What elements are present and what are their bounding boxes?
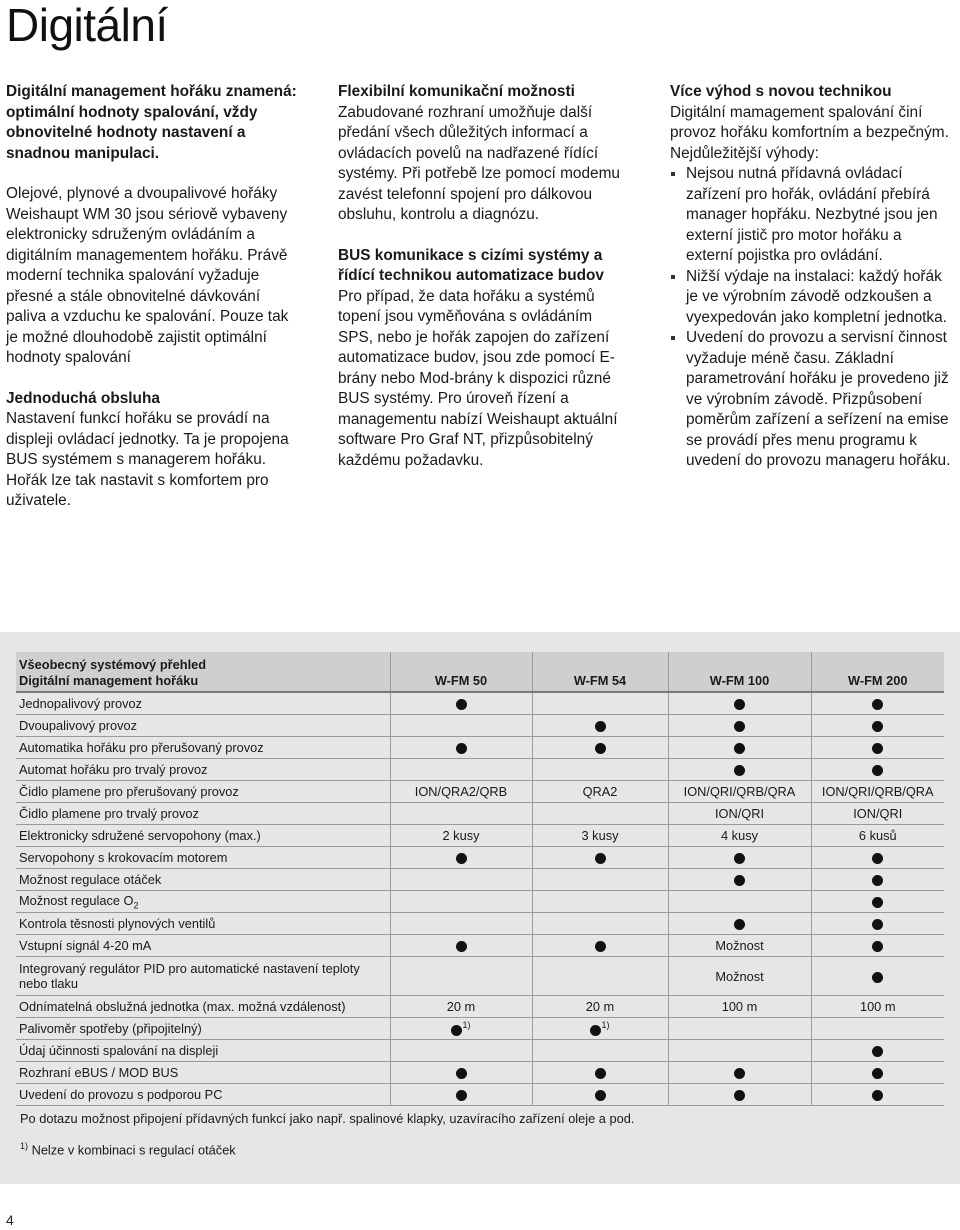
table-cell [668,847,811,869]
advantages-list [670,164,952,472]
table-row [16,996,944,1018]
table-cell [532,737,668,759]
table-cell [390,737,532,759]
table-cell [532,847,668,869]
feature-dot-icon [872,1090,883,1101]
table-cell: ION/QRI [811,803,944,825]
table-header-title [16,652,390,692]
feature-dot-icon [872,699,883,710]
row-label-text: Dvoupalivový provoz [19,718,138,733]
table-cell [811,737,944,759]
table-row [16,825,944,847]
table-cell [532,869,668,891]
table-cell [390,869,532,891]
model-header: W-FM 100 [668,652,811,692]
row-label-text: Uvedení do provozu s podporou PC [19,1087,223,1102]
table-body [16,692,944,1106]
table-row [16,891,944,913]
table-cell [668,759,811,781]
table-cell: Možnost [668,957,811,996]
row-label [16,957,390,996]
communication-paragraph: Zabudované rozhraní umožňuje další předání všech důležitých informací a ovládacích povelů na nadřazené řídící systémy. Při potřebě lze pomocí modemu zavést telefonní spojení pro dálkovou obsluhu, kontrolu a diagnózu. [338,103,620,223]
operation-paragraph: Nastavení funkcí hořáku se provádí na displeji ovládací jednotky. Ta je propojena BUS systémem s managerem hořáku. Hořák lze tak nastavit s komfortem pro uživatele. [6,410,289,509]
table-cell [668,891,811,913]
row-label [16,913,390,935]
feature-dot-icon [734,853,745,864]
row-label-text: Automatika hořáku pro přerušovaný provoz [19,740,264,755]
row-label [16,692,390,715]
feature-dot-icon [734,699,745,710]
row-label-text: Rozhraní eBUS / MOD BUS [19,1065,179,1080]
intro-paragraph: Olejové, plynové a dvoupalivové hořáky Weishaupt WM 30 jsou sériově vybaveny elektronicky sdruženým ovládáním a digitálním managementem hořáku. Právě moderní technika spalování vyžaduje přesné a stále obnovitelné dávkování paliva a vzduchu ke spalování. Pouze tak je možné dlouhodobě zajistit optimální hodnoty spalování [6,185,289,366]
table-cell [811,957,944,996]
table-cell [811,869,944,891]
table-cell [811,935,944,957]
table-row [16,1040,944,1062]
table-cell [390,715,532,737]
table-cell [532,957,668,996]
table-cell [668,869,811,891]
row-label-text: Kontrola těsnosti plynových ventilů [19,916,216,931]
bus-paragraph: Pro případ, že data hořáku a systémů topení jsou vyměňována s ovládáním SPS, nebo je hořák zapojen do zařízení automatizace budov, jsou zde pomocí E-brány nebo Mod-brány k dispozici různé BUS systémy. Pro úroveň řízení a managementu nabízí Weishaupt aktuální software Pro Graf NT, přizpůsobitelný každému požadavku. [338,287,618,469]
table-row [16,1018,944,1040]
feature-dot-icon [456,743,467,754]
table-cell [811,1084,944,1106]
advantage-item: Nejsou nutná přídavná ovládací zařízení pro hořák, ovládání přebírá manager hopřáku. Nezbytné jsou jen externí jistič pro motor hořáku a externí pojistka pro ovládání. [670,164,952,267]
row-label [16,1062,390,1084]
feature-dot-icon [734,1068,745,1079]
feature-dot-icon [456,1068,467,1079]
footnote-marker: 1) [462,1020,471,1031]
table-cell [811,759,944,781]
table-cell: 2 kusy [390,825,532,847]
intro-lead: Digitální management hořáku znamená: optimální hodnoty spalování, vždy obnovitelné hodnoty nastavení a snadnou manipulaci. [6,83,297,162]
feature-dot-icon [595,1068,606,1079]
overview-panel [0,632,960,1184]
feature-dot-icon [456,941,467,952]
page-number: 4 [6,1212,14,1228]
section-heading-bus: BUS komunikace s cizími systémy a řídící technikou automatizace budov [338,246,604,284]
footnote-text: Nelze v kombinaci s regulací otáček [31,1142,236,1158]
table-footnote [20,1137,634,1159]
table-row [16,1084,944,1106]
table-cell [532,1040,668,1062]
feature-dot-icon [456,1090,467,1101]
feature-dot-icon [872,743,883,754]
feature-dot-icon [456,853,467,864]
table-cell [811,1018,944,1040]
row-label [16,1040,390,1062]
table-row [16,759,944,781]
table-notes [20,1110,634,1168]
row-label [16,737,390,759]
feature-dot-icon [595,853,606,864]
table-cell: 3 kusy [532,825,668,847]
table-cell: ION/QRI/QRB/QRA [668,781,811,803]
feature-dot-icon [595,743,606,754]
row-label [16,825,390,847]
feature-dot-icon [595,1090,606,1101]
table-cell [668,737,811,759]
advantage-item: Nižší výdaje na instalaci: každý hořák je ve výrobním závodě odzkoušen a vyexpedován jako kompletní jednotka. [670,267,952,329]
table-cell [811,715,944,737]
table-cell [532,935,668,957]
table-cell: 100 m [668,996,811,1018]
column-2 [338,82,630,471]
footnote-marker: 1) [20,1141,29,1151]
table-row [16,957,944,996]
table-cell [390,847,532,869]
row-label-text: Integrovaný regulátor PID pro automatické nastavení teploty nebo tlaku [19,961,360,991]
feature-dot-icon [734,919,745,930]
table-cell [668,1062,811,1084]
row-label [16,891,390,913]
advantage-item: Uvedení do provozu a servisní činnost vyžaduje méně času. Základní parametrování hořáku je provedeno již ve výrobním závodě. Přizpůsobení poměrům zařízení a seřízení na emise se provádí přes menu programu k uvedení do provozu manageru hořáku. [670,328,952,472]
row-label [16,715,390,737]
model-header: W-FM 50 [390,652,532,692]
feature-dot-icon [451,1025,462,1036]
feature-dot-icon [595,941,606,952]
feature-dot-icon [734,765,745,776]
table-row [16,737,944,759]
table-cell [532,803,668,825]
feature-dot-icon [595,721,606,732]
overview-table [16,652,944,1106]
table-row [16,913,944,935]
table-cell [668,715,811,737]
table-cell [668,913,811,935]
row-label-text: Čidlo plamene pro trvalý provoz [19,806,199,821]
footnote-marker: 1) [601,1020,610,1031]
feature-dot-icon [872,1068,883,1079]
table-header-line-1: Všeobecný systémový přehled [19,656,207,672]
feature-dot-icon [872,919,883,930]
row-label [16,781,390,803]
feature-dot-icon [734,875,745,886]
row-label [16,1018,390,1040]
table-cell: 4 kusy [668,825,811,847]
row-label-text: Čidlo plamene pro přerušovaný provoz [19,784,239,799]
table-cell [532,891,668,913]
table-row [16,781,944,803]
row-label [16,935,390,957]
table-cell [532,913,668,935]
table-cell [532,692,668,715]
section-heading-communication: Flexibilní komunikační možnosti [338,83,575,100]
row-label-text: Odnímatelná obslužná jednotka (max. možná vzdálenost) [19,999,346,1014]
table-header-row [16,652,944,692]
row-label-text: Automat hořáku pro trvalý provoz [19,762,208,777]
table-cell [811,1062,944,1084]
section-heading-operation: Jednoduchá obsluha [6,389,160,407]
table-cell [532,715,668,737]
table-row [16,935,944,957]
row-label [16,1084,390,1106]
table-row [16,692,944,715]
table-cell [390,913,532,935]
table-cell: ION/QRI [668,803,811,825]
table-cell [390,759,532,781]
table-cell [532,1062,668,1084]
table-row [16,803,944,825]
table-cell: 6 kusů [811,825,944,847]
feature-dot-icon [872,1046,883,1057]
page-title: Digitální [6,0,168,51]
table-cell [811,913,944,935]
feature-dot-icon [872,721,883,732]
table-cell [532,1084,668,1106]
row-label-text: Vstupní signál 4-20 mA [19,938,152,953]
table-cell [668,1018,811,1040]
row-label-subscript: 2 [133,900,139,911]
table-cell [668,692,811,715]
row-label-text: Jednopalivový provoz [19,696,143,711]
row-label [16,869,390,891]
table-cell [390,1062,532,1084]
row-label-text: Elektronicky sdružené servopohony (max.) [19,828,261,843]
table-cell [532,759,668,781]
table-cell: ION/QRA2/QRB [390,781,532,803]
table-cell: 20 m [532,996,668,1018]
row-label [16,847,390,869]
feature-dot-icon [872,897,883,908]
table-row [16,715,944,737]
table-cell: 100 m [811,996,944,1018]
feature-dot-icon [456,699,467,710]
row-label [16,996,390,1018]
table-row [16,1062,944,1084]
table-cell [390,1040,532,1062]
table-cell [668,1040,811,1062]
row-label-text: Palivoměr spotřeby (připojitelný) [19,1021,202,1036]
row-label [16,803,390,825]
row-label-text: Možnost regulace otáček [19,872,162,887]
table-cell [390,891,532,913]
model-header: W-FM 200 [811,652,944,692]
table-cell [390,935,532,957]
table-cell [811,692,944,715]
column-1 [6,82,298,512]
table-cell [390,803,532,825]
table-cell: ION/QRI/QRB/QRA [811,781,944,803]
table-cell [390,957,532,996]
table-cell: 20 m [390,996,532,1018]
table-note: Po dotazu možnost připojení přídavných funkcí jako např. spalinové klapky, uzavíracího zařízení oleje a pod. [20,1111,635,1126]
feature-dot-icon [872,941,883,952]
table-cell [668,1084,811,1106]
row-label-text: Servopohony s krokovacím motorem [19,850,228,865]
section-heading-advantages: Více výhod s novou technikou [670,83,892,100]
feature-dot-icon [872,972,883,983]
table-header-line-2: Digitální management hořáku [19,672,199,688]
table-cell [811,891,944,913]
table-row [16,869,944,891]
row-label-text: Údaj účinnosti spalování na displeji [19,1043,219,1058]
column-3 [670,82,952,472]
table-cell: QRA2 [532,781,668,803]
row-label [16,759,390,781]
table-cell [390,1018,532,1040]
table-cell [390,1084,532,1106]
feature-dot-icon [872,853,883,864]
advantages-paragraph: Digitální mamagement spalování činí provoz hořáku komfortním a bezpečným. Nejdůležitější výhody: [670,103,949,162]
table-row [16,847,944,869]
table-cell [811,1040,944,1062]
row-label-text: Možnost regulace O [19,892,134,908]
table-cell [811,847,944,869]
feature-dot-icon [590,1025,601,1036]
feature-dot-icon [734,721,745,732]
table-cell [390,692,532,715]
model-header: W-FM 54 [532,652,668,692]
feature-dot-icon [872,875,883,886]
feature-dot-icon [734,743,745,754]
table-cell [532,1018,668,1040]
table-cell: Možnost [668,935,811,957]
feature-dot-icon [734,1090,745,1101]
feature-dot-icon [872,765,883,776]
